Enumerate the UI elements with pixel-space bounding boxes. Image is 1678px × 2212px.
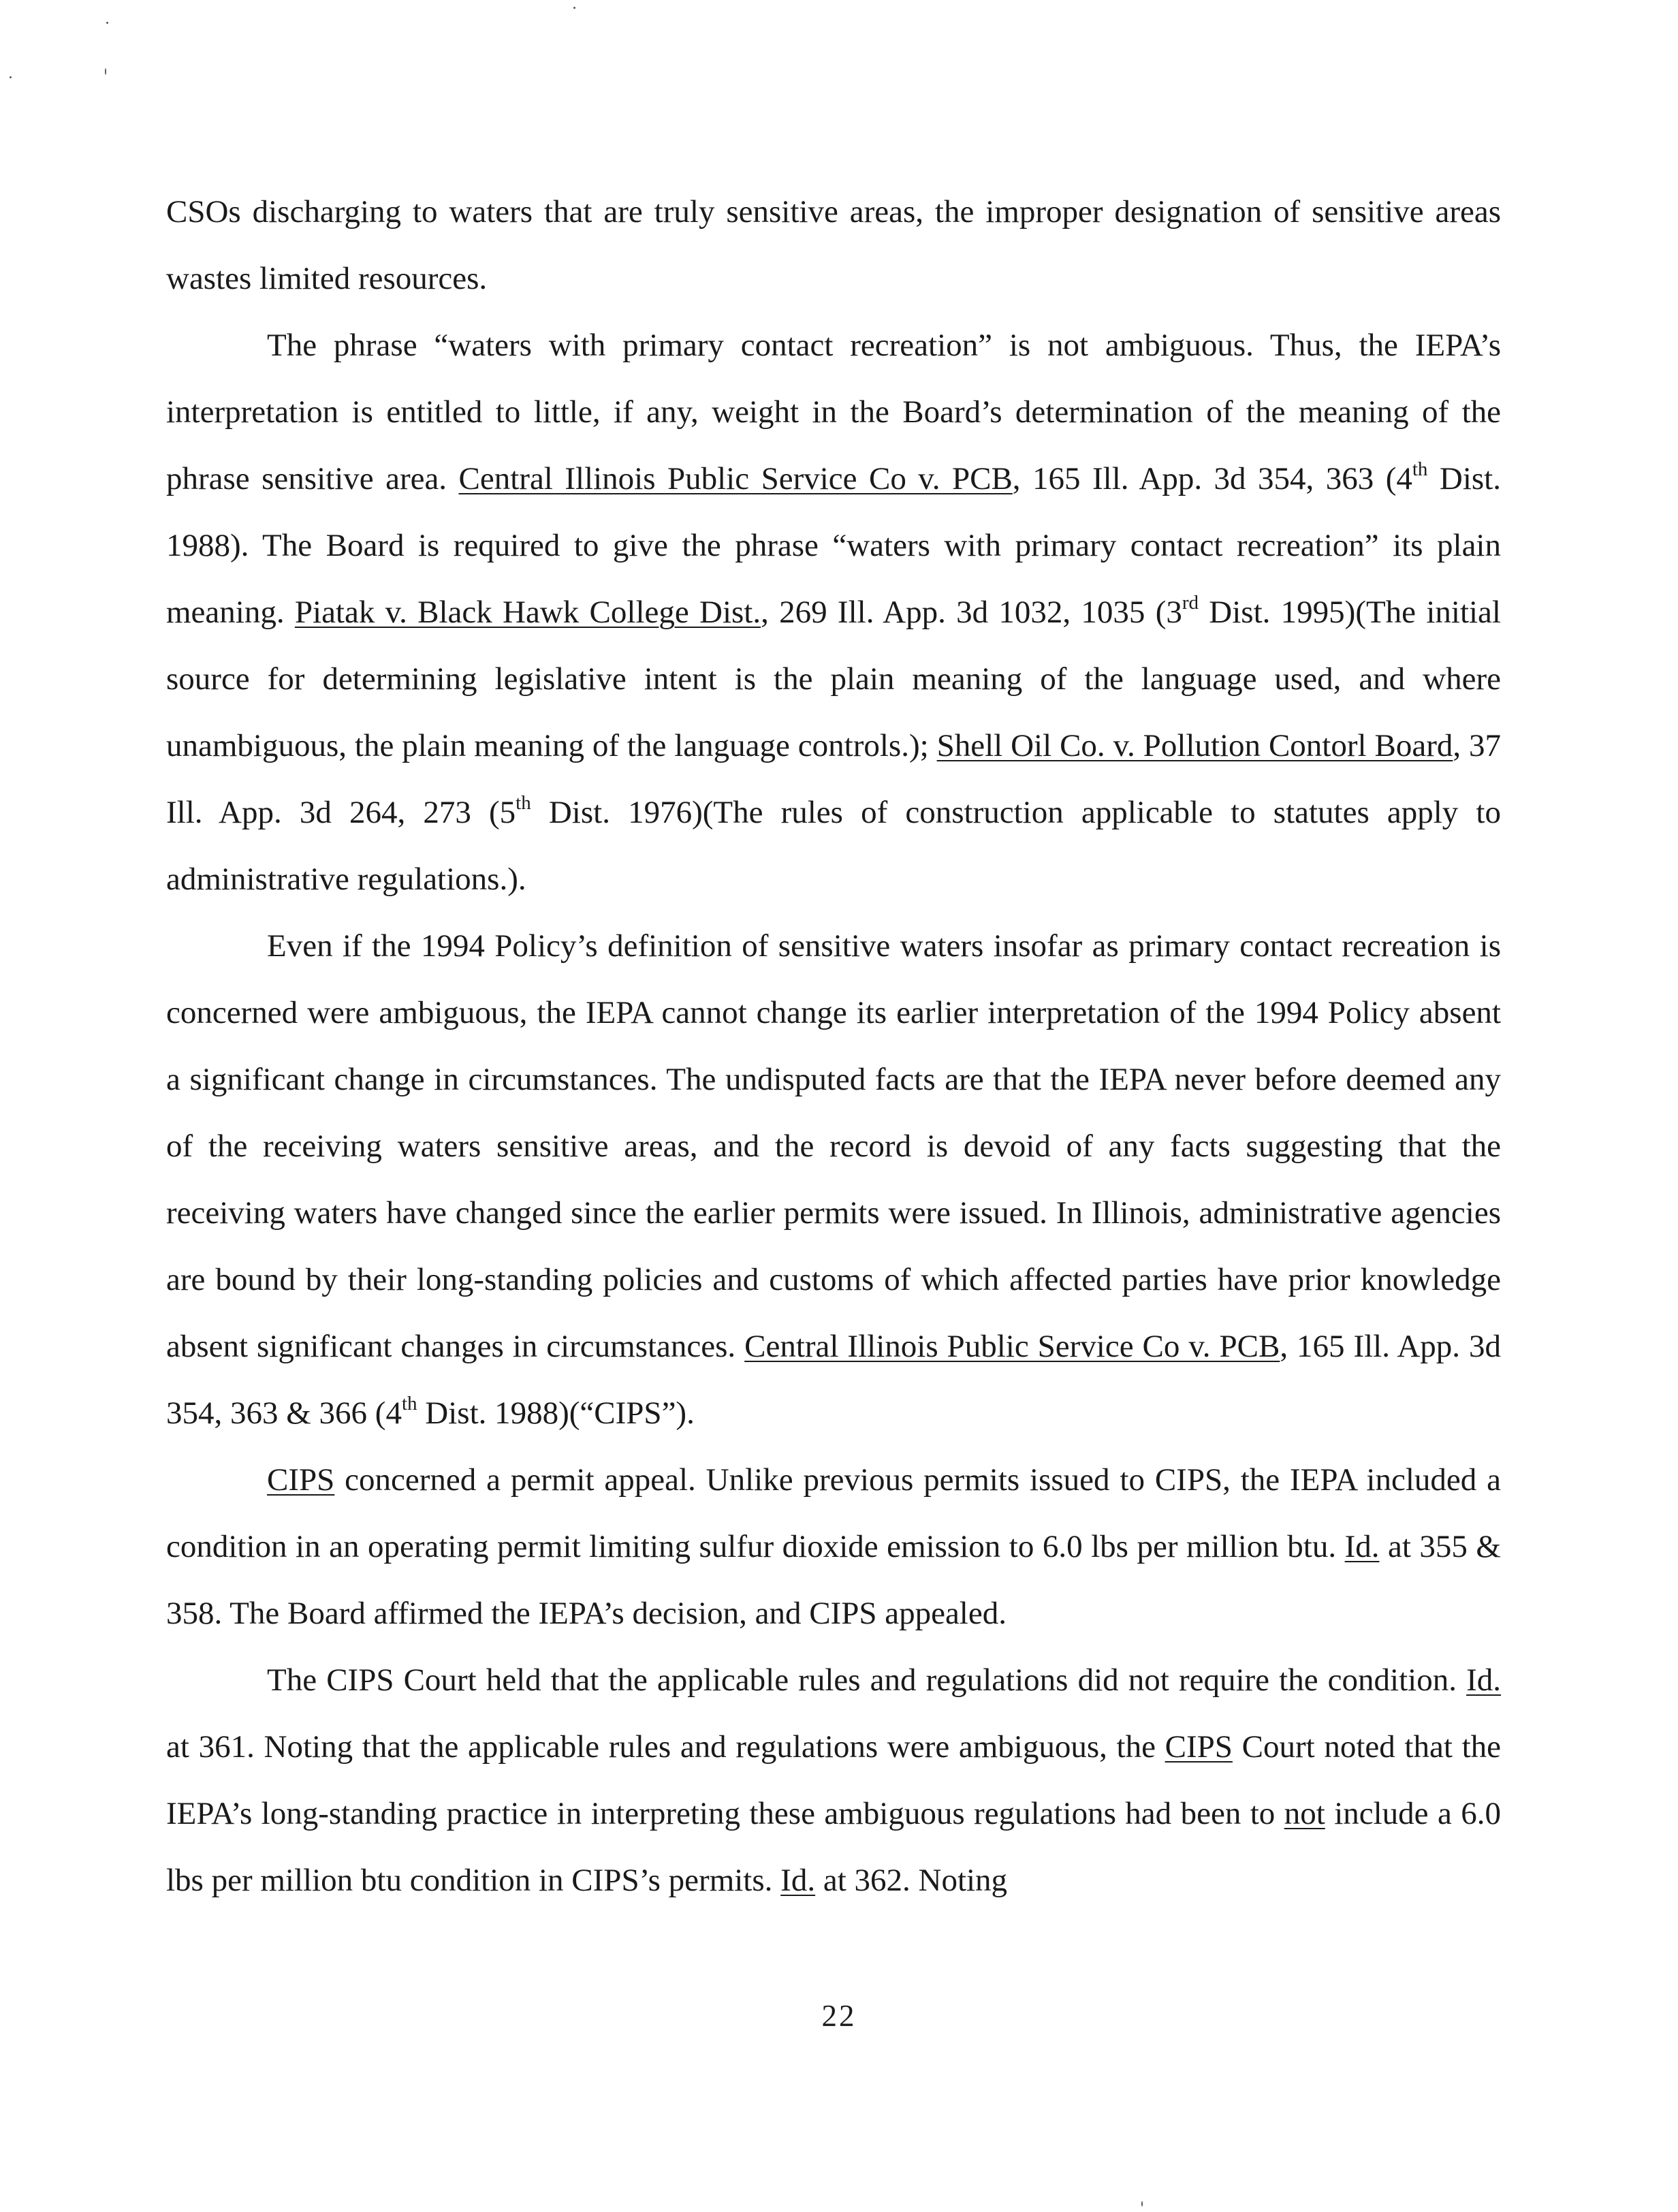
- paragraph-text: Even if the 1994 Policy’s definition of sensitive waters insofar as primary contact recreation is concerned were ambiguous, the IEPA cannot change its earlier interpretation of the 1994 Policy absent a significant change in circumstances. The undisputed facts are that the IEPA never before deemed any of the receiving waters sensitive areas, and the record is devoid of any facts suggesting that the receiving waters have changed since the earlier permits were issued. In Illinois, administrative agencies are bound by their long-standing policies and customs of which affected parties have prior knowledge absent significant changes in circumstances.: [166, 928, 1501, 1364]
- paragraph: [166, 312, 1501, 913]
- paragraph-text: The CIPS Court held that the applicable rules and regulations did not require the condition.: [267, 1662, 1467, 1698]
- paragraph-text: Dist. 1976)(The rules of construction applicable to statutes apply to administrative regulations.).: [166, 795, 1501, 897]
- citation-text: Id.: [780, 1863, 816, 1898]
- citation-text: Id.: [1466, 1662, 1501, 1698]
- scan-speck: [105, 68, 106, 75]
- paragraph-text: Dist. 1988)(“CIPS”).: [417, 1395, 695, 1431]
- paragraph-text: Dist. 1995)(The initial source for determining legislative intent is the plain meaning of the language used, and where unambiguous, the plain meaning of the language controls.);: [166, 595, 1501, 763]
- paragraph: [166, 913, 1501, 1447]
- document-body: [166, 178, 1501, 1914]
- page-number: 22: [821, 1999, 857, 2033]
- ordinal-superscript: th: [401, 1393, 417, 1415]
- paragraph-text: concerned a permit appeal. Unlike previous permits issued to CIPS, the IEPA included a condition in an operating permit limiting sulfur dioxide emission to 6.0 lbs per million btu.: [166, 1462, 1501, 1564]
- citation-text: CIPS: [267, 1462, 335, 1498]
- scan-speck: [10, 76, 12, 78]
- citation-text: Id.: [1344, 1529, 1380, 1564]
- paragraph-text: CSOs discharging to waters that are truly sensitive areas, the improper designation of sensitive areas wastes limited resources.: [166, 194, 1501, 296]
- paragraph-text: at 355 & 358. The Board affirmed the IEPA’s decision, and CIPS appealed.: [166, 1529, 1501, 1631]
- paragraph-text: at 361. Noting that the applicable rules and regulations were ambiguous, the: [166, 1729, 1165, 1765]
- ordinal-superscript: th: [1412, 458, 1428, 480]
- scan-speck: [106, 22, 108, 24]
- paragraph-text: Dist. 1988). The Board is required to give the phrase “waters with primary contact recreation” its plain meaning.: [166, 461, 1501, 630]
- paragraph: [166, 178, 1501, 312]
- paragraph-text: , 165 Ill. App. 3d 354, 363 & 366 (4: [166, 1329, 1501, 1431]
- citation-text: not: [1284, 1796, 1325, 1831]
- paragraph-text: , 37 Ill. App. 3d 264, 273 (5: [166, 728, 1502, 830]
- scan-speck: [1141, 2201, 1143, 2207]
- citation-text: CIPS: [1165, 1729, 1233, 1765]
- ordinal-superscript: th: [516, 792, 531, 814]
- citation-text: Central Illinois Public Service Co v. PCB: [458, 461, 1013, 496]
- paragraph-text: include a 6.0 lbs per million btu condition in CIPS’s permits.: [166, 1796, 1501, 1898]
- paragraph-text: , 165 Ill. App. 3d 354, 363 (4: [1012, 461, 1412, 496]
- paragraph: [166, 1647, 1501, 1914]
- ordinal-superscript: rd: [1182, 592, 1199, 614]
- citation-text: Central Illinois Public Service Co v. PCB: [744, 1329, 1280, 1364]
- citation-text: Shell Oil Co. v. Pollution Contorl Board: [936, 728, 1453, 763]
- paragraph-text: at 362. Noting: [815, 1863, 1008, 1898]
- paragraph: [166, 1447, 1501, 1647]
- paragraph-text: , 269 Ill. App. 3d 1032, 1035 (3: [761, 595, 1182, 630]
- paragraph-text: Court noted that the IEPA’s long-standing practice in interpreting these ambiguous regulations had been to: [166, 1729, 1501, 1831]
- scan-speck: [573, 7, 575, 9]
- paragraph-text: The phrase “waters with primary contact recreation” is not ambiguous. Thus, the IEPA’s interpretation is entitled to little, if any, weight in the Board’s determination of the meaning of the phrase sensitive area.: [166, 328, 1501, 496]
- citation-text: Piatak v. Black Hawk College Dist.: [294, 595, 761, 630]
